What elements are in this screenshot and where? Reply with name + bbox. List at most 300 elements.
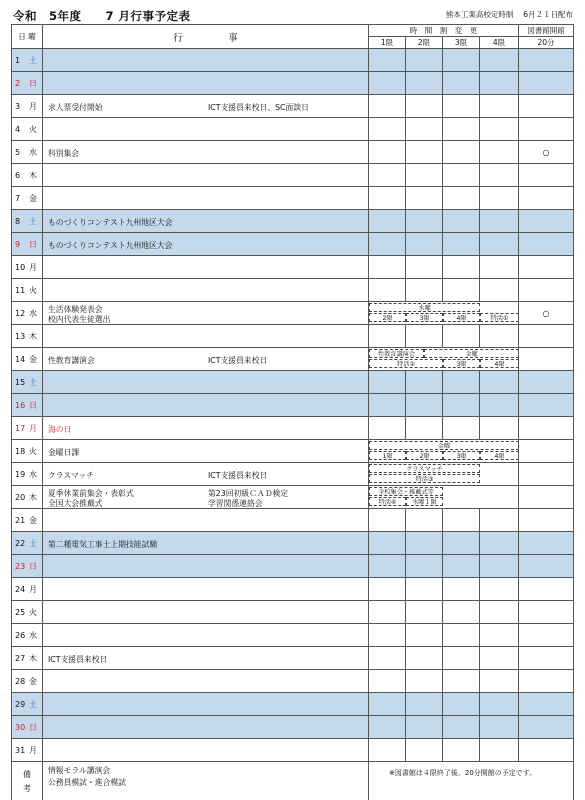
events-cell — [43, 279, 369, 302]
period-cell — [369, 624, 406, 647]
period-cell — [480, 716, 519, 739]
period-cell — [443, 325, 480, 348]
period-cell — [369, 509, 406, 532]
event-text-secondary: ICT支援員来校日 — [208, 471, 268, 480]
period-cell — [443, 256, 480, 279]
day-cell — [12, 233, 43, 256]
period-cell — [443, 141, 480, 164]
period-cell — [406, 739, 443, 762]
period-cell — [443, 279, 480, 302]
day-row — [12, 256, 574, 279]
day-number: 19 — [15, 469, 26, 479]
weekday-label: 月 — [29, 584, 37, 594]
page-title: 令和 5年度 7 月行事予定表 — [13, 9, 191, 23]
day-cell — [12, 417, 43, 440]
events-cell — [43, 72, 369, 95]
events-cell — [43, 164, 369, 187]
period-cell — [406, 164, 443, 187]
period-cell — [443, 739, 480, 762]
day-cell — [12, 532, 43, 555]
weekday-label: 金 — [29, 515, 37, 525]
period-cell — [406, 118, 443, 141]
tt-period: 3限 — [443, 451, 480, 460]
period-cell — [480, 394, 519, 417]
period-1-header: 1限 — [369, 37, 406, 49]
events-cell — [43, 256, 369, 279]
events-cell — [43, 486, 369, 509]
day-cell — [12, 371, 43, 394]
event-text: クラスマッチ — [48, 471, 95, 480]
day-cell — [12, 486, 43, 509]
library-cell — [519, 256, 574, 279]
day-number: 23 — [15, 561, 26, 571]
day-number: 18 — [15, 446, 26, 456]
weekday-label: 金 — [29, 193, 37, 203]
day-number: 24 — [15, 584, 26, 594]
period-cell — [480, 532, 519, 555]
tt-period: 4限 — [480, 359, 519, 368]
period-cell — [369, 233, 406, 256]
weekday-label: 金 — [29, 354, 37, 364]
events-cell — [43, 371, 369, 394]
weekday-label: 日 — [29, 239, 37, 249]
tt-period: 特活② — [369, 359, 443, 368]
library-cell — [519, 601, 574, 624]
day-row — [12, 739, 574, 762]
events-cell — [43, 49, 369, 72]
period-cell — [406, 141, 443, 164]
library-cell — [519, 716, 574, 739]
period-cell — [406, 325, 443, 348]
day-number: 16 — [15, 400, 26, 410]
events-cell — [43, 210, 369, 233]
day-cell — [12, 624, 43, 647]
day-cell — [12, 647, 43, 670]
period-cell — [443, 49, 480, 72]
period-cell — [406, 509, 443, 532]
period-cell — [406, 417, 443, 440]
weekday-label: 月 — [29, 745, 37, 755]
day-row — [12, 693, 574, 716]
event-text: 海の日 — [48, 425, 72, 434]
day-number: 5 — [15, 147, 21, 157]
weekday-label: 木 — [29, 653, 37, 663]
weekday-label: 日 — [29, 400, 37, 410]
library-cell — [519, 348, 574, 371]
period-cell — [406, 670, 443, 693]
day-row — [12, 118, 574, 141]
note-item: 公務員模試・進合模試 — [48, 778, 126, 787]
period-cell — [480, 256, 519, 279]
events-cell — [43, 417, 369, 440]
day-number: 1 — [15, 55, 21, 65]
period-cell — [369, 716, 406, 739]
day-row — [12, 348, 574, 371]
day-number: 30 — [15, 722, 26, 732]
day-cell — [12, 394, 43, 417]
events-cell — [43, 739, 369, 762]
day-number: 8 — [15, 216, 21, 226]
day-number: 10 — [15, 262, 26, 272]
day-number: 21 — [15, 515, 26, 525]
period-cell — [443, 187, 480, 210]
weekday-label: 土 — [29, 699, 37, 709]
period-cell — [480, 601, 519, 624]
period-2-header: 2限 — [406, 37, 443, 49]
period-cell — [406, 233, 443, 256]
library-note: ※図書館は４限終了後、20分開館の予定です。 — [389, 769, 537, 777]
library-cell — [519, 463, 574, 486]
events-cell — [43, 325, 369, 348]
period-cell — [480, 647, 519, 670]
period-cell — [369, 72, 406, 95]
period-cell — [406, 555, 443, 578]
day-row — [12, 555, 574, 578]
day-cell — [12, 440, 43, 463]
notes-label-1: 備 — [23, 769, 31, 779]
events-cell — [43, 601, 369, 624]
weekday-label: 火 — [29, 285, 37, 295]
events-cell — [43, 532, 369, 555]
day-number: 26 — [15, 630, 26, 640]
weekday-label: 日 — [29, 561, 37, 571]
day-row — [12, 417, 574, 440]
period-cell — [480, 624, 519, 647]
period-cell — [369, 95, 406, 118]
timetable-change-cell — [369, 463, 519, 486]
weekday-label: 日 — [29, 722, 37, 732]
events-cell — [43, 509, 369, 532]
open-mark-icon: ○ — [542, 147, 550, 157]
period-cell — [480, 693, 519, 716]
tt-period: 特活④ — [369, 497, 406, 506]
period-cell — [443, 233, 480, 256]
period-cell — [480, 509, 519, 532]
tt-label: 水曜 — [369, 303, 480, 312]
tt-period: 4限 — [443, 313, 480, 322]
tt-period: 3限 — [443, 359, 480, 368]
library-cell — [519, 210, 574, 233]
day-cell — [12, 164, 43, 187]
event-text: 第二種電気工事士上期技能試験 — [48, 540, 158, 549]
period-cell — [369, 647, 406, 670]
event-text: 金曜日課 — [48, 448, 80, 457]
period-cell — [480, 739, 519, 762]
library-cell — [519, 72, 574, 95]
day-cell — [12, 256, 43, 279]
tt-period: 2限 — [369, 313, 406, 322]
day-row — [12, 279, 574, 302]
day-row — [12, 210, 574, 233]
period-cell — [443, 532, 480, 555]
day-number: 12 — [15, 308, 26, 318]
day-number: 14 — [15, 354, 26, 364]
weekday-label: 水 — [29, 469, 37, 479]
period-cell — [406, 601, 443, 624]
library-header-minutes: 20分 — [519, 37, 574, 49]
day-number: 15 — [15, 377, 26, 387]
period-cell — [406, 578, 443, 601]
event-text: 夏季休業前集会・表彰式 — [48, 489, 134, 498]
library-header: 図書館開館 — [519, 25, 574, 37]
period-cell — [443, 509, 480, 532]
period-cell — [369, 325, 406, 348]
day-row — [12, 141, 574, 164]
period-cell — [406, 716, 443, 739]
notes-label — [12, 762, 43, 800]
tt-label: 全校集会・推戴式等 — [369, 487, 443, 496]
weekday-label: 月 — [29, 262, 37, 272]
period-cell — [406, 624, 443, 647]
events-cell — [43, 716, 369, 739]
events-cell — [43, 187, 369, 210]
period-cell — [406, 647, 443, 670]
period-cell — [480, 95, 519, 118]
period-cell — [443, 417, 480, 440]
period-cell — [480, 187, 519, 210]
period-cell — [369, 141, 406, 164]
day-number: 20 — [15, 492, 26, 502]
library-cell — [519, 302, 574, 325]
day-row — [12, 486, 574, 509]
tt-label: 金曜 — [424, 349, 519, 358]
period-cell — [443, 670, 480, 693]
period-cell — [369, 256, 406, 279]
library-cell — [519, 578, 574, 601]
library-cell — [519, 233, 574, 256]
weekday-label: 日 — [29, 78, 37, 88]
period-cell — [406, 279, 443, 302]
event-text: 全国大会推戴式 — [48, 499, 103, 508]
day-number: 13 — [15, 331, 26, 341]
weekday-label: 土 — [29, 538, 37, 548]
period-cell — [406, 532, 443, 555]
period-cell — [369, 693, 406, 716]
period-cell — [406, 371, 443, 394]
period-cell — [406, 72, 443, 95]
period-cell — [443, 95, 480, 118]
weekday-label: 土 — [29, 216, 37, 226]
period-cell — [406, 49, 443, 72]
day-row — [12, 463, 574, 486]
timetable-change-cell — [369, 348, 519, 371]
weekday-label: 月 — [29, 423, 37, 433]
period-cell — [406, 210, 443, 233]
period-cell — [480, 233, 519, 256]
event-text: ものづくりコンテスト九州地区大会 — [48, 241, 173, 250]
event-text: 校内代表生徒選出 — [48, 315, 111, 324]
weekday-label: 月 — [29, 101, 37, 111]
library-cell — [519, 486, 574, 509]
open-mark-icon: ○ — [542, 308, 550, 318]
notes-label-2: 考 — [23, 783, 31, 793]
day-number: 2 — [15, 78, 21, 88]
events-cell — [43, 670, 369, 693]
event-text-secondary: 学習関係連絡会 — [208, 499, 263, 508]
event-text-secondary: ICT支援員来校日 — [208, 356, 268, 365]
events-cell — [43, 118, 369, 141]
day-cell — [12, 325, 43, 348]
period-cell — [480, 670, 519, 693]
period-cell — [369, 210, 406, 233]
day-number: 3 — [15, 101, 21, 111]
day-row — [12, 187, 574, 210]
event-text-secondary: ICT支援員来校日、SC面談日 — [208, 103, 309, 112]
period-cell — [480, 325, 519, 348]
day-row — [12, 233, 574, 256]
day-cell — [12, 95, 43, 118]
period-cell — [480, 371, 519, 394]
event-text: 求人票受付開始 — [48, 103, 103, 112]
day-row — [12, 624, 574, 647]
timetable-header: 時 間 割 変 更 — [369, 25, 519, 37]
tt-period: 特活③ — [369, 474, 480, 483]
period-cell — [443, 716, 480, 739]
day-cell — [12, 49, 43, 72]
day-row — [12, 95, 574, 118]
day-cell — [12, 118, 43, 141]
period-cell — [443, 647, 480, 670]
notes-remark-cell — [369, 762, 574, 800]
day-cell — [12, 72, 43, 95]
period-cell — [369, 532, 406, 555]
day-number: 22 — [15, 538, 26, 548]
library-cell — [519, 647, 574, 670]
weekday-label: 水 — [29, 630, 37, 640]
period-cell — [480, 555, 519, 578]
library-cell — [519, 141, 574, 164]
period-cell — [480, 141, 519, 164]
tt-period: 3限 — [406, 313, 443, 322]
weekday-label: 火 — [29, 446, 37, 456]
event-text: 生活体験発表会 — [48, 305, 103, 314]
events-cell — [43, 95, 369, 118]
library-cell — [519, 371, 574, 394]
weekday-label: 水 — [29, 147, 37, 157]
period-cell — [480, 578, 519, 601]
period-cell — [443, 210, 480, 233]
day-row — [12, 72, 574, 95]
period-4-header: 4限 — [480, 37, 519, 49]
day-cell — [12, 141, 43, 164]
period-cell — [480, 210, 519, 233]
day-row — [12, 601, 574, 624]
period-3-header: 3限 — [443, 37, 480, 49]
library-cell — [519, 95, 574, 118]
period-cell — [369, 578, 406, 601]
period-cell — [369, 394, 406, 417]
timetable-change-cell — [369, 302, 519, 325]
period-cell — [480, 417, 519, 440]
events-cell — [43, 693, 369, 716]
period-cell — [443, 164, 480, 187]
day-row — [12, 716, 574, 739]
day-row — [12, 578, 574, 601]
event-text: 科別集会 — [48, 149, 80, 158]
period-cell — [443, 578, 480, 601]
tt-period: 水曜１限 — [406, 497, 443, 506]
period-cell — [369, 601, 406, 624]
timetable-change-cell — [369, 440, 519, 463]
weekday-label: 木 — [29, 331, 37, 341]
day-row — [12, 647, 574, 670]
day-row — [12, 325, 574, 348]
events-cell — [43, 463, 369, 486]
library-cell — [519, 555, 574, 578]
period-cell — [443, 118, 480, 141]
period-cell — [406, 256, 443, 279]
day-row — [12, 670, 574, 693]
day-cell — [12, 210, 43, 233]
weekday-label: 土 — [29, 377, 37, 387]
period-cell — [406, 394, 443, 417]
event-text-secondary: 第23回初級ＣＡＤ検定 — [208, 489, 289, 498]
day-row — [12, 302, 574, 325]
period-cell — [369, 417, 406, 440]
period-cell — [480, 164, 519, 187]
period-cell — [369, 118, 406, 141]
library-cell — [519, 325, 574, 348]
library-cell — [519, 279, 574, 302]
events-cell — [43, 578, 369, 601]
notes-events — [43, 762, 369, 800]
events-cell — [43, 440, 369, 463]
day-cell — [12, 302, 43, 325]
period-cell — [480, 279, 519, 302]
weekday-label: 木 — [29, 170, 37, 180]
event-text: ICT支援員来校日 — [48, 655, 108, 664]
day-number: 31 — [15, 745, 26, 755]
day-cell — [12, 555, 43, 578]
library-cell — [519, 118, 574, 141]
day-cell — [12, 187, 43, 210]
day-number: 27 — [15, 653, 26, 663]
library-cell — [519, 509, 574, 532]
period-cell — [369, 164, 406, 187]
tt-label: 性教育講演会 — [369, 349, 424, 358]
period-cell — [443, 555, 480, 578]
day-number: 29 — [15, 699, 26, 709]
period-cell — [443, 693, 480, 716]
day-number: 25 — [15, 607, 26, 617]
library-cell — [519, 440, 574, 463]
library-cell — [519, 417, 574, 440]
period-cell — [443, 601, 480, 624]
day-cell — [12, 716, 43, 739]
library-cell — [519, 394, 574, 417]
period-cell — [369, 49, 406, 72]
period-cell — [369, 279, 406, 302]
period-cell — [480, 118, 519, 141]
weekday-label: 土 — [29, 55, 37, 65]
day-number: 11 — [15, 285, 26, 295]
library-cell — [519, 670, 574, 693]
period-cell — [443, 72, 480, 95]
events-cell — [43, 348, 369, 371]
weekday-label: 火 — [29, 124, 37, 134]
day-number: 17 — [15, 423, 26, 433]
library-cell — [519, 624, 574, 647]
day-header: 日 曜 — [12, 25, 43, 49]
period-cell — [369, 371, 406, 394]
day-number: 28 — [15, 676, 26, 686]
events-cell — [43, 233, 369, 256]
day-row — [12, 394, 574, 417]
day-row — [12, 532, 574, 555]
events-cell — [43, 141, 369, 164]
day-row — [12, 49, 574, 72]
tt-period: 特活① — [480, 313, 519, 322]
